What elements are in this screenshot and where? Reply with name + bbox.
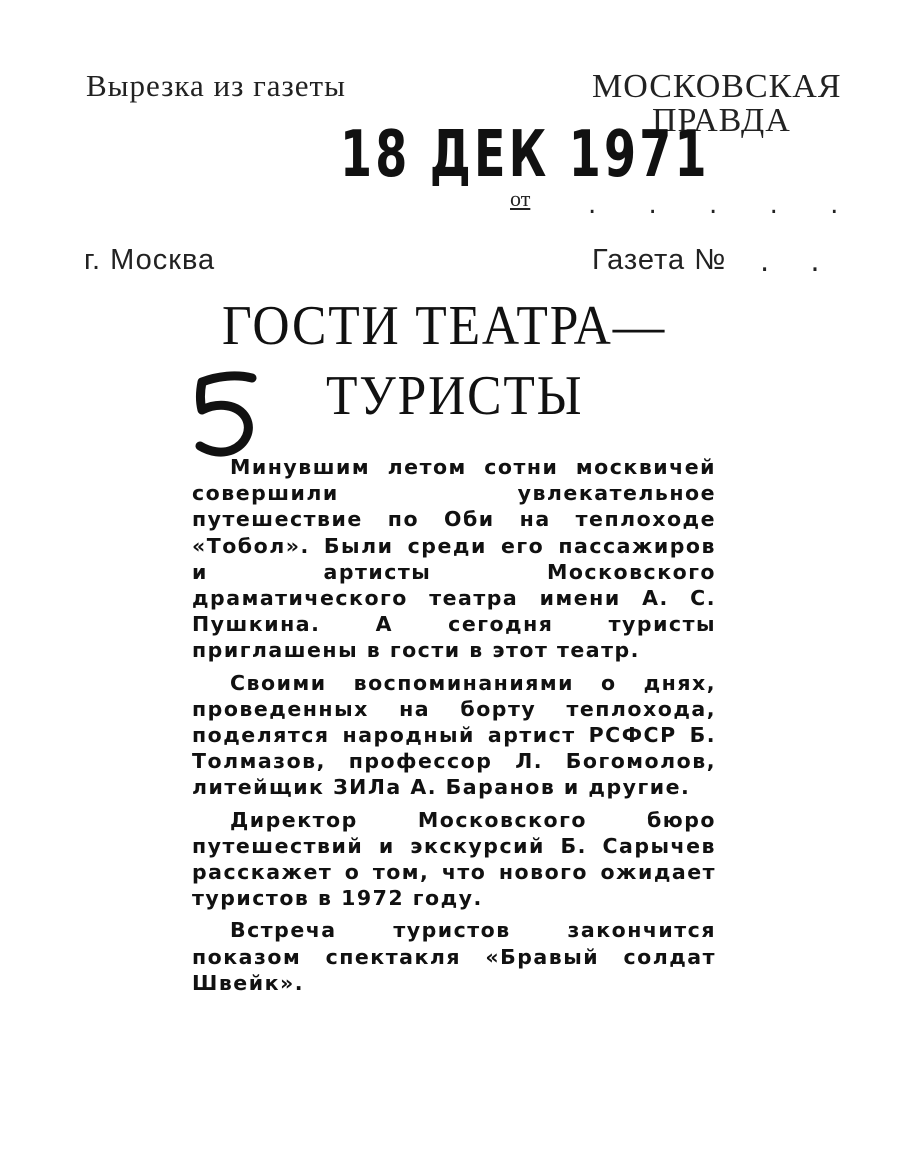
handwritten-number-mark (188, 368, 266, 460)
gazette-number-dots: . . (760, 244, 836, 278)
date-fill-dots: . . . . . (588, 190, 861, 220)
gazette-number-label: Газета № (592, 244, 727, 276)
article-paragraph: Минувшим летом сотни москвичей совершили увлекательное путешествие по Оби на теплоходе «Тобол». Были среди его пассажиров и артисты Московского драматического театра имени А. С. Пушкина. А сегодня туристы приглашены в гости в этот театр. (192, 455, 716, 663)
city-label: г. Москва (84, 244, 216, 276)
from-label: от (510, 186, 531, 211)
newspaper-name-line2: ПРАВДА (652, 102, 791, 139)
article-paragraph: Директор Московского бюро путешествий и экскурсий Б. Сарычев расскажет о том, что нового ожидает туристов в 1972 году. (192, 807, 716, 911)
article-paragraph: Встреча туристов закончится показом спектакля «Бравый солдат Швейк». (192, 918, 716, 995)
headline-line2: ТУРИСТЫ (326, 365, 584, 427)
newspaper-name-line1: МОСКОВСКАЯ (592, 68, 842, 105)
headline-line1: ГОСТИ ТЕАТРА— (222, 295, 667, 357)
article-body (192, 454, 716, 996)
date-stamp: 18 ДЕК 1971 (340, 118, 710, 192)
clipping-label: Вырезка из газеты (86, 68, 346, 103)
article-paragraph: Своими воспоминаниями о днях, проведенных на борту теплохода, поделятся народный артист РСФСР Б. Толмазов, профессор Л. Богомолов, литейщик ЗИЛа А. Баранов и другие. (192, 670, 716, 800)
